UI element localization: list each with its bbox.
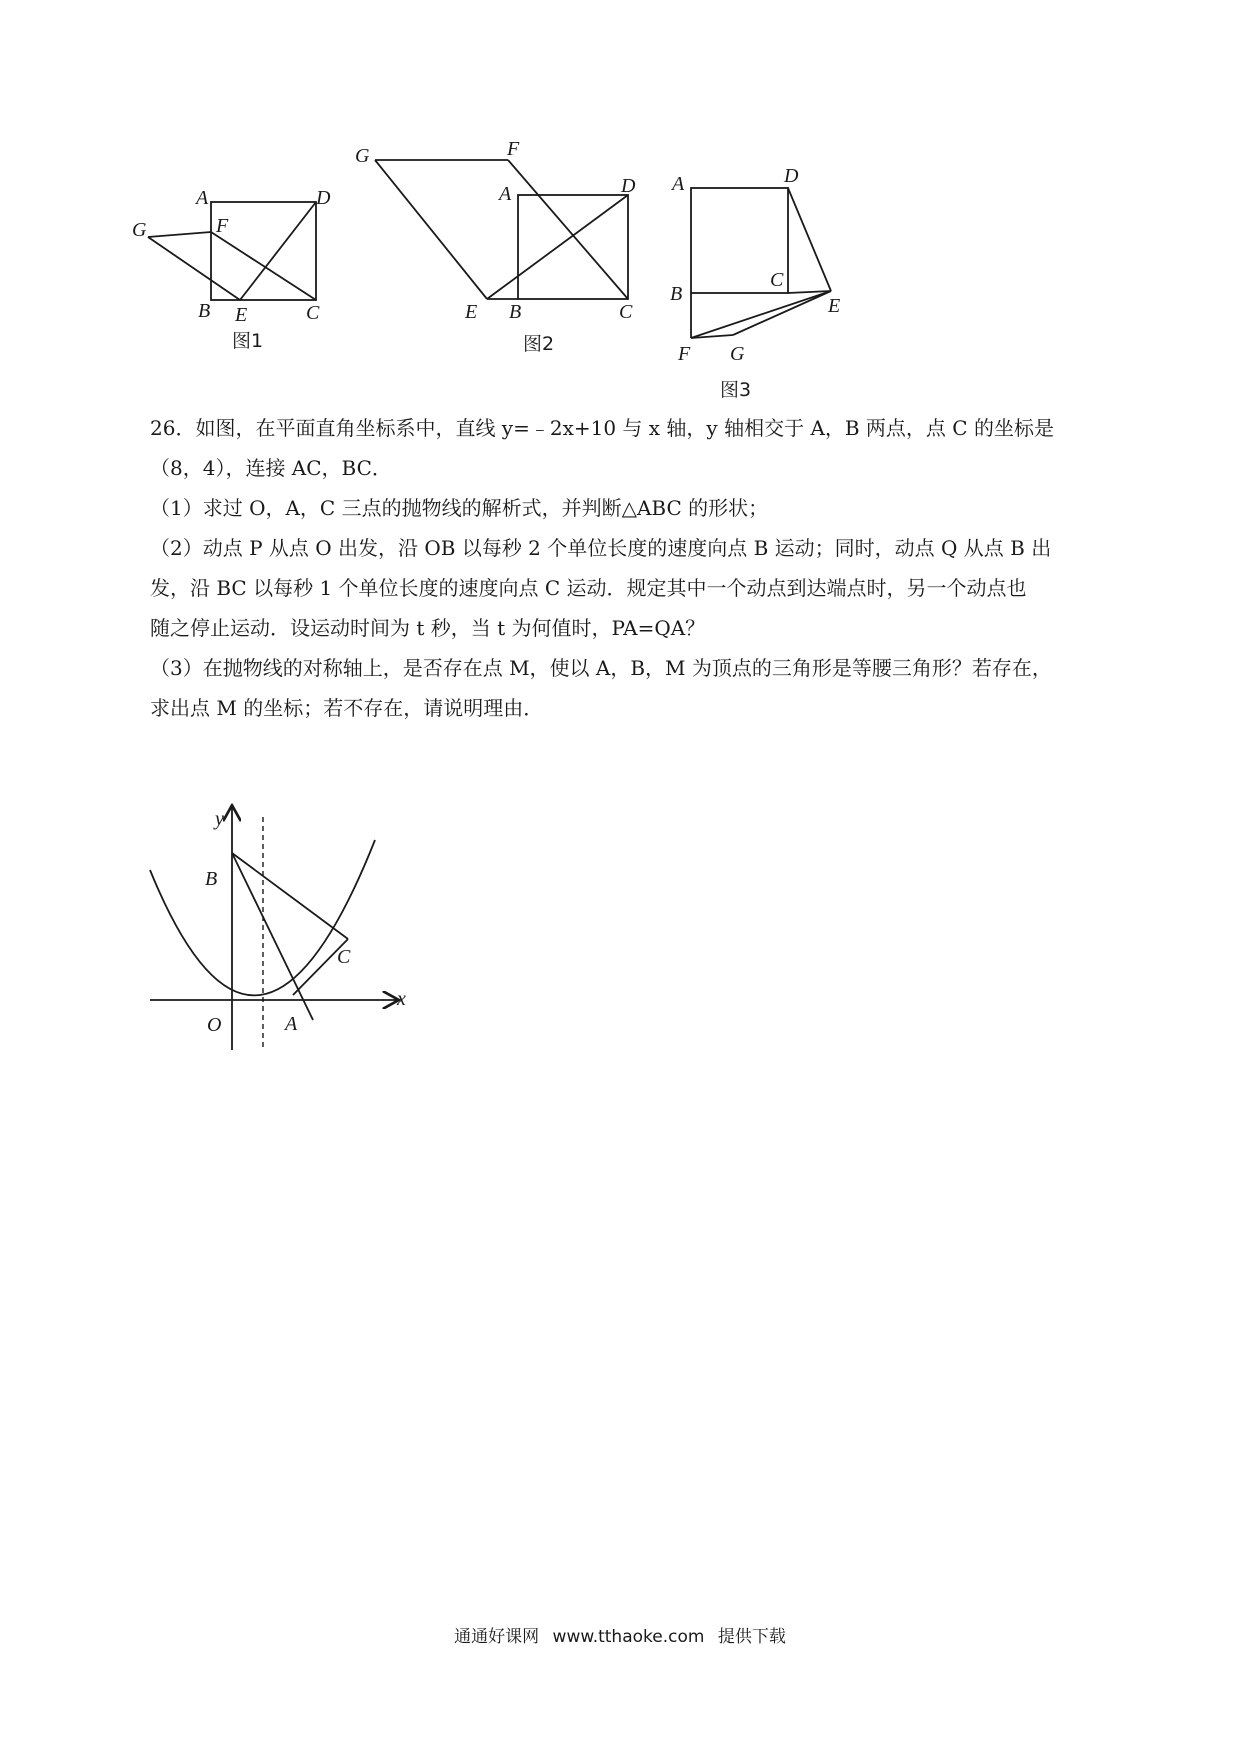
fig1-segment-ge [148,237,240,300]
fig2-label-c: C [619,301,633,323]
fig3-label-e: E [828,295,841,317]
fig2-label-a: A [499,183,512,205]
segment-bc [232,853,348,939]
fig3-label-c: C [770,269,784,291]
problem-part2-line2: 发，沿 BC 以每秒 1 个单位长度的速度向点 C 运动．规定其中一个动点到达端点时，另一个动点也 [150,576,1027,600]
problem-stem-line2: （8，4），连接 AC，BC． [150,456,392,480]
page-footer [0,1622,1240,1647]
problem-part1: （1）求过 O，A，C 三点的抛物线的解析式，并判断△ABC 的形状； [150,496,769,520]
fig1-segment-fc [211,232,316,300]
fig1-label-b: B [198,300,211,322]
figure-2 [355,138,655,400]
footer-suffix: 提供下载 [717,1627,786,1647]
fig1-label-c: C [306,302,320,324]
fig2-label-b: B [509,301,522,323]
problem-stem-line1: 26．如图，在平面直角坐标系中，直线 y=﹣2x+10 与 x 轴，y 轴相交于 A，B 两点，点 C 的坐标是 [150,416,1054,440]
fig2-square [518,195,628,299]
problem-26 [150,408,1090,728]
graph-label-x: x [397,988,406,1010]
fig2-segment-ed [487,195,628,299]
problem-part2-line1: （2）动点 P 从点 O 出发，沿 OB 以每秒 2 个单位长度的速度向点 B 运动；同时，动点 Q 从点 B 出 [150,536,1052,560]
figure-1 [132,187,360,390]
fig3-label-g: G [730,343,745,365]
fig2-label-d: D [621,175,636,197]
fig2-label-f: F [507,138,520,160]
fig3-segment-de [788,188,831,291]
fig3-label-d: D [784,165,799,187]
fig1-label-f: F [216,215,229,237]
fig1-label-a: A [196,187,209,209]
fig1-caption: 图1 [232,330,264,352]
graph-label-c: C [337,946,351,968]
problem-part3-line2: 求出点 M 的坐标；若不存在，请说明理由． [150,696,544,720]
fig3-label-b: B [670,283,683,305]
fig3-segment-fe [691,291,831,338]
fig2-label-e: E [465,301,478,323]
fig2-segment-fc [508,160,628,299]
fig1-label-e: E [235,304,248,326]
fig2-label-g: G [355,145,370,167]
fig3-caption: 图3 [720,379,752,401]
problem-part2-line3: 随之停止运动．设运动时间为 t 秒，当 t 为何值时，PA=QA？ [150,616,706,640]
graph-label-b: B [205,868,218,890]
fig3-segment-ge [733,291,831,335]
graph-label-o: O [207,1014,222,1036]
fig1-label-g: G [132,219,147,241]
fig1-segment-gf [148,232,211,237]
footer-url[interactable]: www.tthaoke.com [552,1627,705,1647]
fig3-label-f: F [678,343,691,365]
fig3-label-a: A [672,173,685,195]
problem-part3-line1: （3）在抛物线的对称轴上，是否存在点 M，使以 A，B，M 为顶点的三角形是等腰三角形？若存在， [150,656,1052,680]
fig1-segment-ed [240,202,316,300]
parabola-graph [145,795,415,1055]
graph-label-y: y [215,808,224,830]
fig2-segment-ge [375,160,487,299]
graph-label-a: A [285,1013,298,1035]
footer-site: 通通好课网 [454,1627,540,1647]
fig1-label-d: D [316,187,331,209]
figure-3 [660,160,860,410]
fig2-caption: 图2 [523,333,555,355]
